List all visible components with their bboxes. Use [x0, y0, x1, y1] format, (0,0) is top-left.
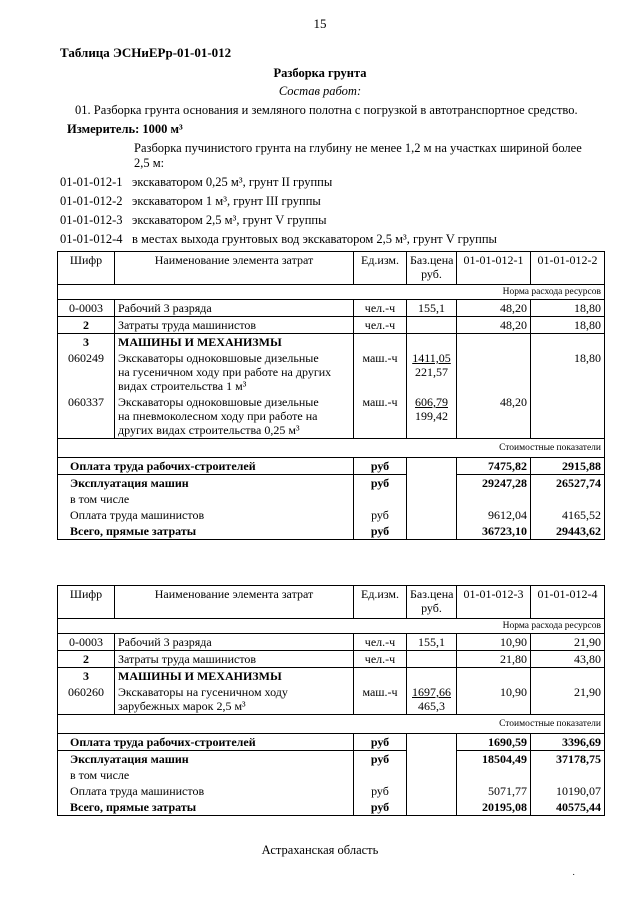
table-row: 060337 Экскаваторы одноковшовые дизельные на пневмоколесном ходу при работе на других видах строительства 0,25 м³ маш.-ч 606,79 199,42 48,20 — [58, 394, 605, 439]
page-number: 15 — [313, 16, 327, 31]
table-row: 2 Затраты труда машинистов чел.-ч 21,80 43,80 — [58, 651, 605, 668]
mech-title-row: 3 МАШИНЫ И МЕХАНИЗМЫ — [58, 668, 605, 685]
resource-table-2 — [57, 585, 605, 816]
norma-label: Норма расхода ресурсов — [457, 619, 605, 634]
footer-region: Астраханская область — [261, 843, 379, 857]
scan-mark: ˙ — [572, 873, 576, 884]
norma-label-row — [58, 619, 605, 634]
cost-row: Оплата труда машинистов руб 5071,77 10190,07 — [58, 783, 605, 799]
cost-row: Всего, прямые затраты руб 20195,08 40575,44 — [58, 799, 605, 816]
cost-row: в том числе — [58, 767, 605, 783]
variant-code: 01-01-012-1 — [60, 175, 123, 189]
cost-row: Всего, прямые затраты руб 36723,10 29443,62 — [58, 523, 605, 540]
variant-code: 01-01-012-4 — [60, 232, 123, 246]
variant-text: экскаватором 1 м³, грунт III группы — [132, 194, 321, 208]
works-title: Состав работ: — [278, 84, 362, 98]
norma-label-row — [58, 285, 605, 300]
header-name: Наименование элемента затрат — [115, 586, 354, 619]
table-row: 060249 Экскаваторы одноковшовые дизельные на гусеничном ходу при работе на других видах строительства 1 м³ маш.-ч 1411,05 221,57 18,80 — [58, 350, 605, 394]
variant-code: 01-01-012-2 — [60, 194, 123, 208]
intro-line-2: 2,5 м: — [134, 156, 165, 170]
cost-row: Оплата труда машинистов руб 9612,04 4165,52 — [58, 507, 605, 523]
variant-text: экскаватором 2,5 м³, грунт V группы — [132, 213, 327, 227]
mech-title-row: 3 МАШИНЫ И МЕХАНИЗМЫ — [58, 334, 605, 351]
cost-label-row — [58, 439, 605, 458]
header-variant-b: 01-01-012-4 — [531, 586, 605, 619]
cost-row: Оплата труда рабочих-строителей руб 1690,59 3396,69 — [58, 734, 605, 751]
header-variant-a: 01-01-012-1 — [457, 252, 531, 285]
meter-label: Измеритель: 1000 м³ — [67, 122, 183, 136]
norma-label: Норма расхода ресурсов — [457, 285, 605, 300]
variant-code: 01-01-012-3 — [60, 213, 123, 227]
cost-row: Эксплуатация машин руб 29247,28 26527,74 — [58, 475, 605, 492]
table-header-row — [58, 252, 605, 285]
header-unit: Ед.изм. — [354, 586, 407, 619]
table-row: 0-0003 Рабочий 3 разряда чел.-ч 155,1 48,20 18,80 — [58, 300, 605, 317]
header-unit: Ед.изм. — [354, 252, 407, 285]
header-price: Баз.цена руб. — [407, 586, 457, 619]
cost-row: в том числе — [58, 491, 605, 507]
cost-label: Стоимостные показатели — [457, 439, 605, 458]
header-name: Наименование элемента затрат — [115, 252, 354, 285]
header-variant-a: 01-01-012-3 — [457, 586, 531, 619]
intro-line-1: Разборка пучинистого грунта на глубину не менее 1,2 м на участках шириной более — [134, 141, 582, 155]
header-variant-b: 01-01-012-2 — [531, 252, 605, 285]
cost-row: Эксплуатация машин руб 18504,49 37178,75 — [58, 751, 605, 768]
table-row: 0-0003 Рабочий 3 разряда чел.-ч 155,1 10,90 21,90 — [58, 634, 605, 651]
table-row: 060260 Экскаваторы на гусеничном ходу зарубежных марок 2,5 м³ маш.-ч 1697,66 465,3 10,90 21,90 — [58, 684, 605, 715]
header-code: Шифр — [58, 252, 115, 285]
cost-label: Стоимостные показатели — [457, 715, 605, 734]
cost-row: Оплата труда рабочих-строителей руб 7475,82 2915,88 — [58, 458, 605, 475]
table-header-row — [58, 586, 605, 619]
work-item: 01. Разборка грунта основания и земляного полотна с погрузкой в автотранспортное средство. — [75, 103, 578, 117]
table-title: Таблица ЭСНиЕРр-01-01-012 — [60, 45, 232, 60]
header-price: Баз.цена руб. — [407, 252, 457, 285]
cost-label-row — [58, 715, 605, 734]
resource-table-1 — [57, 251, 605, 540]
variant-text: в местах выхода грунтовых вод экскаватором 2,5 м³, грунт V группы — [132, 232, 497, 246]
variant-text: экскаватором 0,25 м³, грунт II группы — [132, 175, 333, 189]
section-heading: Разборка грунта — [273, 66, 367, 80]
header-code: Шифр — [58, 586, 115, 619]
table-row: 2 Затраты труда машинистов чел.-ч 48,20 18,80 — [58, 317, 605, 334]
